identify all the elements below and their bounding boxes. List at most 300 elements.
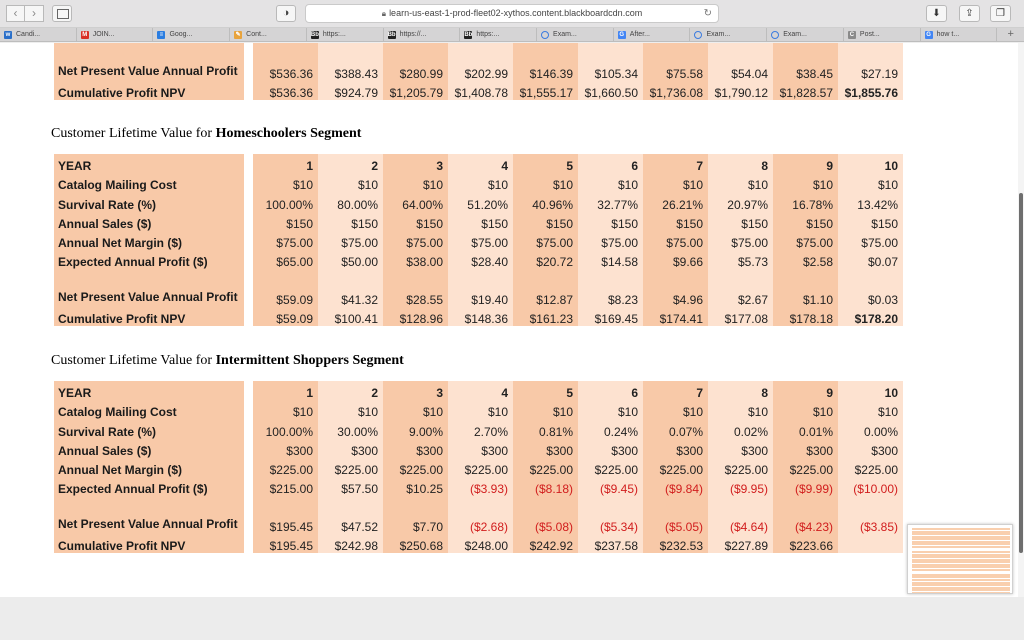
back-button[interactable]: ‹ bbox=[6, 5, 25, 22]
new-tab-button[interactable]: + bbox=[1007, 28, 1014, 40]
tab-label: https://... bbox=[399, 31, 427, 38]
table-cell: $225.00 bbox=[318, 458, 383, 477]
table-cell: $59.09 bbox=[253, 269, 318, 307]
table-cell: $300 bbox=[708, 439, 773, 458]
table-row bbox=[54, 212, 903, 231]
table-cell: $388.43 bbox=[318, 43, 383, 81]
table-cell: 0.07% bbox=[643, 419, 708, 438]
table-cell: $227.89 bbox=[708, 534, 773, 553]
column-gap bbox=[244, 381, 253, 400]
title-prefix: Customer Lifetime Value for bbox=[51, 353, 213, 368]
column-gap bbox=[244, 250, 253, 269]
table-cell: ($9.99) bbox=[773, 477, 838, 496]
table-cell: $225.00 bbox=[448, 458, 513, 477]
table-row bbox=[54, 439, 903, 458]
download-icon[interactable]: ⬇ bbox=[926, 5, 947, 22]
table-row bbox=[54, 381, 903, 400]
table-cell: $202.99 bbox=[448, 43, 513, 81]
table-cell: $75.00 bbox=[513, 231, 578, 250]
tab-2[interactable] bbox=[77, 28, 154, 42]
browser-toolbar bbox=[0, 0, 1024, 28]
table-cell: $232.53 bbox=[643, 534, 708, 553]
table-cell: 2 bbox=[318, 154, 383, 173]
table-cell: $300 bbox=[253, 439, 318, 458]
row-label: Cumulative Profit NPV bbox=[54, 81, 244, 100]
table-cell: 3 bbox=[383, 154, 448, 173]
row-label: Survival Rate (%) bbox=[54, 192, 244, 211]
table-cell: $300 bbox=[513, 439, 578, 458]
row-label: YEAR bbox=[54, 381, 244, 400]
nav-buttons bbox=[6, 5, 44, 22]
table-cell: $225.00 bbox=[838, 458, 903, 477]
row-label: Cumulative Profit NPV bbox=[54, 534, 244, 553]
table-cell: 51.20% bbox=[448, 192, 513, 211]
table-cell: $10 bbox=[253, 400, 318, 419]
table-cell: $59.09 bbox=[253, 307, 318, 326]
table-cell: $169.45 bbox=[578, 307, 643, 326]
table-cell: $300 bbox=[448, 439, 513, 458]
table-cell: $300 bbox=[578, 439, 643, 458]
table-cell: $150 bbox=[513, 212, 578, 231]
table-cell: $148.36 bbox=[448, 307, 513, 326]
tab-overview-icon[interactable]: ❐ bbox=[990, 5, 1011, 22]
table-cell: $242.92 bbox=[513, 534, 578, 553]
table-cell: $178.20 bbox=[838, 307, 903, 326]
table-cell: 0.24% bbox=[578, 419, 643, 438]
table-cell: 100.00% bbox=[253, 192, 318, 211]
favicon-icon: ✎ bbox=[235, 32, 241, 38]
tab-11[interactable] bbox=[767, 28, 844, 42]
table-cell: $300 bbox=[383, 439, 448, 458]
table-cell: $300 bbox=[643, 439, 708, 458]
table-cell: 5 bbox=[513, 381, 578, 400]
column-gap bbox=[244, 269, 253, 307]
table-cell: $10 bbox=[838, 173, 903, 192]
table-row bbox=[54, 534, 903, 553]
table-cell: 26.21% bbox=[643, 192, 708, 211]
column-gap bbox=[244, 192, 253, 211]
table-cell: $225.00 bbox=[643, 458, 708, 477]
tab-label: https:... bbox=[322, 31, 346, 38]
table-cell: 2.70% bbox=[448, 419, 513, 438]
shield-icon[interactable]: ◑ bbox=[276, 5, 296, 22]
bookmarks-tab-bar bbox=[0, 28, 1024, 42]
table-cell: $177.08 bbox=[708, 307, 773, 326]
table-cell: $10 bbox=[383, 400, 448, 419]
table-cell: $237.58 bbox=[578, 534, 643, 553]
table-cell: 10 bbox=[838, 381, 903, 400]
table-cell: $19.40 bbox=[448, 269, 513, 307]
table-cell: $248.00 bbox=[448, 534, 513, 553]
table-cell: 100.00% bbox=[253, 419, 318, 438]
table-cell: 0.01% bbox=[773, 419, 838, 438]
reload-icon[interactable]: ↻ bbox=[703, 8, 712, 19]
table-cell: 80.00% bbox=[318, 192, 383, 211]
forward-button[interactable]: › bbox=[25, 5, 44, 22]
tab-7[interactable] bbox=[460, 28, 537, 42]
title-bold: Intermittent Shoppers Segment bbox=[215, 353, 404, 368]
table-cell: $75.00 bbox=[643, 231, 708, 250]
intermittent-table bbox=[54, 381, 903, 553]
table-cell: $0.03 bbox=[838, 269, 903, 307]
table-cell: $150 bbox=[643, 212, 708, 231]
table-cell: $10 bbox=[448, 173, 513, 192]
tab-9[interactable] bbox=[614, 28, 691, 42]
table-cell: $280.99 bbox=[383, 43, 448, 81]
row-label: Net Present Value Annual Profit bbox=[54, 496, 244, 534]
column-gap bbox=[244, 419, 253, 438]
table-cell: 10 bbox=[838, 154, 903, 173]
table-row bbox=[54, 231, 903, 250]
table-cell: $225.00 bbox=[578, 458, 643, 477]
table-cell: $1,828.57 bbox=[773, 81, 838, 100]
table-cell: $2.67 bbox=[708, 269, 773, 307]
table-row bbox=[54, 43, 903, 81]
table-row bbox=[54, 458, 903, 477]
table-row bbox=[54, 173, 903, 192]
search-circle-icon bbox=[541, 31, 549, 39]
table-cell: $28.40 bbox=[448, 250, 513, 269]
table-cell: 3 bbox=[383, 381, 448, 400]
row-label: Catalog Mailing Cost bbox=[54, 173, 244, 192]
table-cell: $1,790.12 bbox=[708, 81, 773, 100]
column-gap bbox=[244, 496, 253, 534]
table-cell: 0.00% bbox=[838, 419, 903, 438]
table-cell: 0.81% bbox=[513, 419, 578, 438]
row-label: Survival Rate (%) bbox=[54, 419, 244, 438]
table-cell: $47.52 bbox=[318, 496, 383, 534]
table-cell: 8 bbox=[708, 381, 773, 400]
row-label: Net Present Value Annual Profit bbox=[54, 43, 244, 81]
table-cell: $215.00 bbox=[253, 477, 318, 496]
tab-5[interactable] bbox=[307, 28, 384, 42]
tab-label: Candi... bbox=[16, 31, 41, 38]
url-text: learn-us-east-1-prod-fleet02-xythos.content.blackboardcdn.com bbox=[389, 8, 643, 18]
title-bold: Homeschoolers Segment bbox=[215, 126, 362, 141]
table-cell: $2.58 bbox=[773, 250, 838, 269]
table-cell: $10 bbox=[318, 173, 383, 192]
table-cell: $27.19 bbox=[838, 43, 903, 81]
table-cell: $75.00 bbox=[253, 231, 318, 250]
table-cell: $225.00 bbox=[513, 458, 578, 477]
row-label: Annual Net Margin ($) bbox=[54, 458, 244, 477]
table-cell: $1,736.08 bbox=[643, 81, 708, 100]
tab-label: JOIN... bbox=[92, 31, 115, 38]
tab-4[interactable] bbox=[230, 28, 307, 42]
table-cell: 0.02% bbox=[708, 419, 773, 438]
table-cell: $20.72 bbox=[513, 250, 578, 269]
row-label: Expected Annual Profit ($) bbox=[54, 250, 244, 269]
table-cell: $1.10 bbox=[773, 269, 838, 307]
table-cell: $300 bbox=[838, 439, 903, 458]
table-row bbox=[54, 400, 903, 419]
table-cell: $10 bbox=[578, 173, 643, 192]
table-cell: $10 bbox=[773, 400, 838, 419]
tab-label: Exam... bbox=[783, 31, 807, 38]
table-cell: $1,855.76 bbox=[838, 81, 903, 100]
page-thumbnail-preview[interactable] bbox=[907, 524, 1013, 594]
table-cell: $10 bbox=[318, 400, 383, 419]
table-cell: $225.00 bbox=[773, 458, 838, 477]
table-cell: $10.25 bbox=[383, 477, 448, 496]
row-label: YEAR bbox=[54, 154, 244, 173]
table-cell: $57.50 bbox=[318, 477, 383, 496]
table-cell: $250.68 bbox=[383, 534, 448, 553]
table-cell: $14.58 bbox=[578, 250, 643, 269]
table-cell: $161.23 bbox=[513, 307, 578, 326]
page-content bbox=[0, 43, 1018, 597]
homeschoolers-title bbox=[51, 126, 361, 142]
tab-label: Exam... bbox=[706, 31, 731, 38]
table-cell: $75.00 bbox=[448, 231, 513, 250]
row-label: Annual Sales ($) bbox=[54, 212, 244, 231]
table-cell: $242.98 bbox=[318, 534, 383, 553]
table-row bbox=[54, 307, 903, 326]
column-gap bbox=[244, 307, 253, 326]
table-cell: $195.45 bbox=[253, 496, 318, 534]
table-cell: $5.73 bbox=[708, 250, 773, 269]
table-cell: $1,205.79 bbox=[383, 81, 448, 100]
search-circle-icon bbox=[694, 31, 702, 39]
share-icon[interactable]: ⇪ bbox=[959, 5, 980, 22]
row-label: Expected Annual Profit ($) bbox=[54, 477, 244, 496]
row-label: Annual Net Margin ($) bbox=[54, 231, 244, 250]
table-cell: 9 bbox=[773, 154, 838, 173]
table-cell: $9.66 bbox=[643, 250, 708, 269]
tab-label: https:... bbox=[476, 31, 500, 38]
column-gap bbox=[244, 43, 253, 81]
tab-label: Goog... bbox=[169, 31, 193, 38]
table-cell: $174.41 bbox=[643, 307, 708, 326]
table-cell: ($9.95) bbox=[708, 477, 773, 496]
table-row bbox=[54, 192, 903, 211]
table-cell: $1,408.78 bbox=[448, 81, 513, 100]
favicon-icon: w bbox=[5, 32, 11, 38]
table-cell: 13.42% bbox=[838, 192, 903, 211]
table-cell: ($10.00) bbox=[838, 477, 903, 496]
column-gap bbox=[244, 534, 253, 553]
table-cell: ($4.64) bbox=[708, 496, 773, 534]
column-gap bbox=[244, 439, 253, 458]
column-gap bbox=[244, 154, 253, 173]
row-label: Annual Sales ($) bbox=[54, 439, 244, 458]
table-cell: $75.00 bbox=[838, 231, 903, 250]
table-cell: $150 bbox=[773, 212, 838, 231]
table-cell: $195.45 bbox=[253, 534, 318, 553]
favicon-icon: M bbox=[82, 32, 88, 38]
tab-1[interactable] bbox=[0, 28, 77, 42]
table-cell: $150 bbox=[448, 212, 513, 231]
column-gap bbox=[244, 173, 253, 192]
favicon-icon: C bbox=[849, 32, 855, 38]
column-gap bbox=[244, 400, 253, 419]
table-row bbox=[54, 81, 903, 100]
table-cell: $223.66 bbox=[773, 534, 838, 553]
table-cell: $10 bbox=[838, 400, 903, 419]
table-cell: $150 bbox=[708, 212, 773, 231]
favicon-icon: ≡ bbox=[157, 31, 165, 39]
column-gap bbox=[244, 458, 253, 477]
table-cell: $75.00 bbox=[318, 231, 383, 250]
table-cell: 9 bbox=[773, 381, 838, 400]
table-cell: 7 bbox=[643, 381, 708, 400]
table-cell: $0.07 bbox=[838, 250, 903, 269]
table-cell: 1 bbox=[253, 381, 318, 400]
table-cell: ($5.34) bbox=[578, 496, 643, 534]
column-gap bbox=[244, 81, 253, 100]
table-cell: $10 bbox=[383, 173, 448, 192]
favicon-icon: G bbox=[619, 32, 625, 38]
table-cell: $75.00 bbox=[708, 231, 773, 250]
table-cell: $105.34 bbox=[578, 43, 643, 81]
row-label: Cumulative Profit NPV bbox=[54, 307, 244, 326]
table-cell: $7.70 bbox=[383, 496, 448, 534]
tab-6[interactable] bbox=[384, 28, 461, 42]
title-prefix: Customer Lifetime Value for bbox=[51, 126, 213, 141]
table-cell: $10 bbox=[513, 400, 578, 419]
table-cell: 2 bbox=[318, 381, 383, 400]
column-gap bbox=[244, 231, 253, 250]
table-cell: $128.96 bbox=[383, 307, 448, 326]
table-cell: $225.00 bbox=[383, 458, 448, 477]
table-cell: 6 bbox=[578, 154, 643, 173]
table-cell: $146.39 bbox=[513, 43, 578, 81]
table-row bbox=[54, 477, 903, 496]
table-cell: $8.23 bbox=[578, 269, 643, 307]
favicon-icon: Bb bbox=[387, 32, 396, 38]
table-row bbox=[54, 496, 903, 534]
table-cell: ($9.45) bbox=[578, 477, 643, 496]
table-cell: $300 bbox=[318, 439, 383, 458]
table-cell: 40.96% bbox=[513, 192, 578, 211]
row-label: Net Present Value Annual Profit bbox=[54, 269, 244, 307]
column-gap bbox=[244, 477, 253, 496]
tab-label: Cont... bbox=[246, 31, 267, 38]
window-bottom-area bbox=[0, 597, 1024, 640]
search-circle-icon bbox=[771, 31, 779, 39]
table-cell: 6 bbox=[578, 381, 643, 400]
table-cell: $1,555.17 bbox=[513, 81, 578, 100]
vertical-scrollbar[interactable] bbox=[1018, 43, 1024, 597]
table-row bbox=[54, 154, 903, 173]
table-cell: $75.58 bbox=[643, 43, 708, 81]
table-cell: $300 bbox=[773, 439, 838, 458]
table-cell: $65.00 bbox=[253, 250, 318, 269]
table-cell: $536.36 bbox=[253, 43, 318, 81]
address-bar[interactable] bbox=[305, 4, 719, 23]
table-cell: $10 bbox=[643, 400, 708, 419]
table-cell: ($3.85) bbox=[838, 496, 903, 534]
table-cell: $10 bbox=[513, 173, 578, 192]
table-cell: $75.00 bbox=[578, 231, 643, 250]
sidebar-toggle-button[interactable] bbox=[52, 5, 72, 22]
table-cell: $10 bbox=[773, 173, 838, 192]
table-cell: 20.97% bbox=[708, 192, 773, 211]
table-cell: $10 bbox=[448, 400, 513, 419]
row-label: Catalog Mailing Cost bbox=[54, 400, 244, 419]
table-cell: $41.32 bbox=[318, 269, 383, 307]
tab-10[interactable] bbox=[690, 28, 767, 42]
table-cell: 1 bbox=[253, 154, 318, 173]
table-cell: $28.55 bbox=[383, 269, 448, 307]
tab-13[interactable] bbox=[921, 28, 998, 42]
table-cell: 30.00% bbox=[318, 419, 383, 438]
table-cell: $150 bbox=[253, 212, 318, 231]
table-cell: $225.00 bbox=[708, 458, 773, 477]
table-cell: $924.79 bbox=[318, 81, 383, 100]
table-cell: $225.00 bbox=[253, 458, 318, 477]
table-cell: $178.18 bbox=[773, 307, 838, 326]
table-cell: $1,660.50 bbox=[578, 81, 643, 100]
table-cell: ($8.18) bbox=[513, 477, 578, 496]
favicon-icon: Bb bbox=[310, 32, 319, 38]
favicon-icon: Bb bbox=[464, 32, 473, 38]
table-cell: $100.41 bbox=[318, 307, 383, 326]
table-cell: ($4.23) bbox=[773, 496, 838, 534]
table-cell: $10 bbox=[708, 173, 773, 192]
table-cell: 5 bbox=[513, 154, 578, 173]
table-cell: $150 bbox=[318, 212, 383, 231]
tab-label: Exam... bbox=[553, 31, 577, 38]
table-row bbox=[54, 250, 903, 269]
table-cell: ($3.93) bbox=[448, 477, 513, 496]
tab-3[interactable] bbox=[153, 28, 230, 42]
table-cell: ($2.68) bbox=[448, 496, 513, 534]
table-cell bbox=[838, 534, 903, 553]
table-cell: $75.00 bbox=[383, 231, 448, 250]
table-cell: $150 bbox=[578, 212, 643, 231]
tab-label: how t... bbox=[936, 31, 960, 38]
table-cell: $4.96 bbox=[643, 269, 708, 307]
table-cell: $38.45 bbox=[773, 43, 838, 81]
tab-label: Post... bbox=[859, 31, 880, 38]
homeschoolers-table bbox=[54, 154, 903, 326]
table-cell: $10 bbox=[578, 400, 643, 419]
table-cell: $10 bbox=[708, 400, 773, 419]
table-row bbox=[54, 269, 903, 307]
table-cell: $10 bbox=[643, 173, 708, 192]
table-cell: 16.78% bbox=[773, 192, 838, 211]
column-gap bbox=[244, 212, 253, 231]
table-cell: $10 bbox=[253, 173, 318, 192]
table-cell: $150 bbox=[383, 212, 448, 231]
tab-8[interactable] bbox=[537, 28, 614, 42]
table-cell: $150 bbox=[838, 212, 903, 231]
table-cell: ($5.08) bbox=[513, 496, 578, 534]
intermittent-title bbox=[51, 353, 404, 369]
table-cell: 4 bbox=[448, 381, 513, 400]
table-cell: $50.00 bbox=[318, 250, 383, 269]
tab-label: After... bbox=[629, 31, 650, 38]
thumbnail-row bbox=[912, 592, 1010, 594]
table-cell: $12.87 bbox=[513, 269, 578, 307]
table-cell: $38.00 bbox=[383, 250, 448, 269]
scroll-thumb[interactable] bbox=[1019, 193, 1023, 553]
table-cell: 7 bbox=[643, 154, 708, 173]
table-cell: 9.00% bbox=[383, 419, 448, 438]
table-cell: 32.77% bbox=[578, 192, 643, 211]
table-row bbox=[54, 419, 903, 438]
favicon-icon: G bbox=[926, 32, 931, 38]
table-cell: $536.36 bbox=[253, 81, 318, 100]
table-cell: $54.04 bbox=[708, 43, 773, 81]
table-cell: 8 bbox=[708, 154, 773, 173]
table-cell: ($9.84) bbox=[643, 477, 708, 496]
table-cell: ($5.05) bbox=[643, 496, 708, 534]
table-cell: 4 bbox=[448, 154, 513, 173]
tab-12[interactable] bbox=[844, 28, 921, 42]
table-cell: $75.00 bbox=[773, 231, 838, 250]
